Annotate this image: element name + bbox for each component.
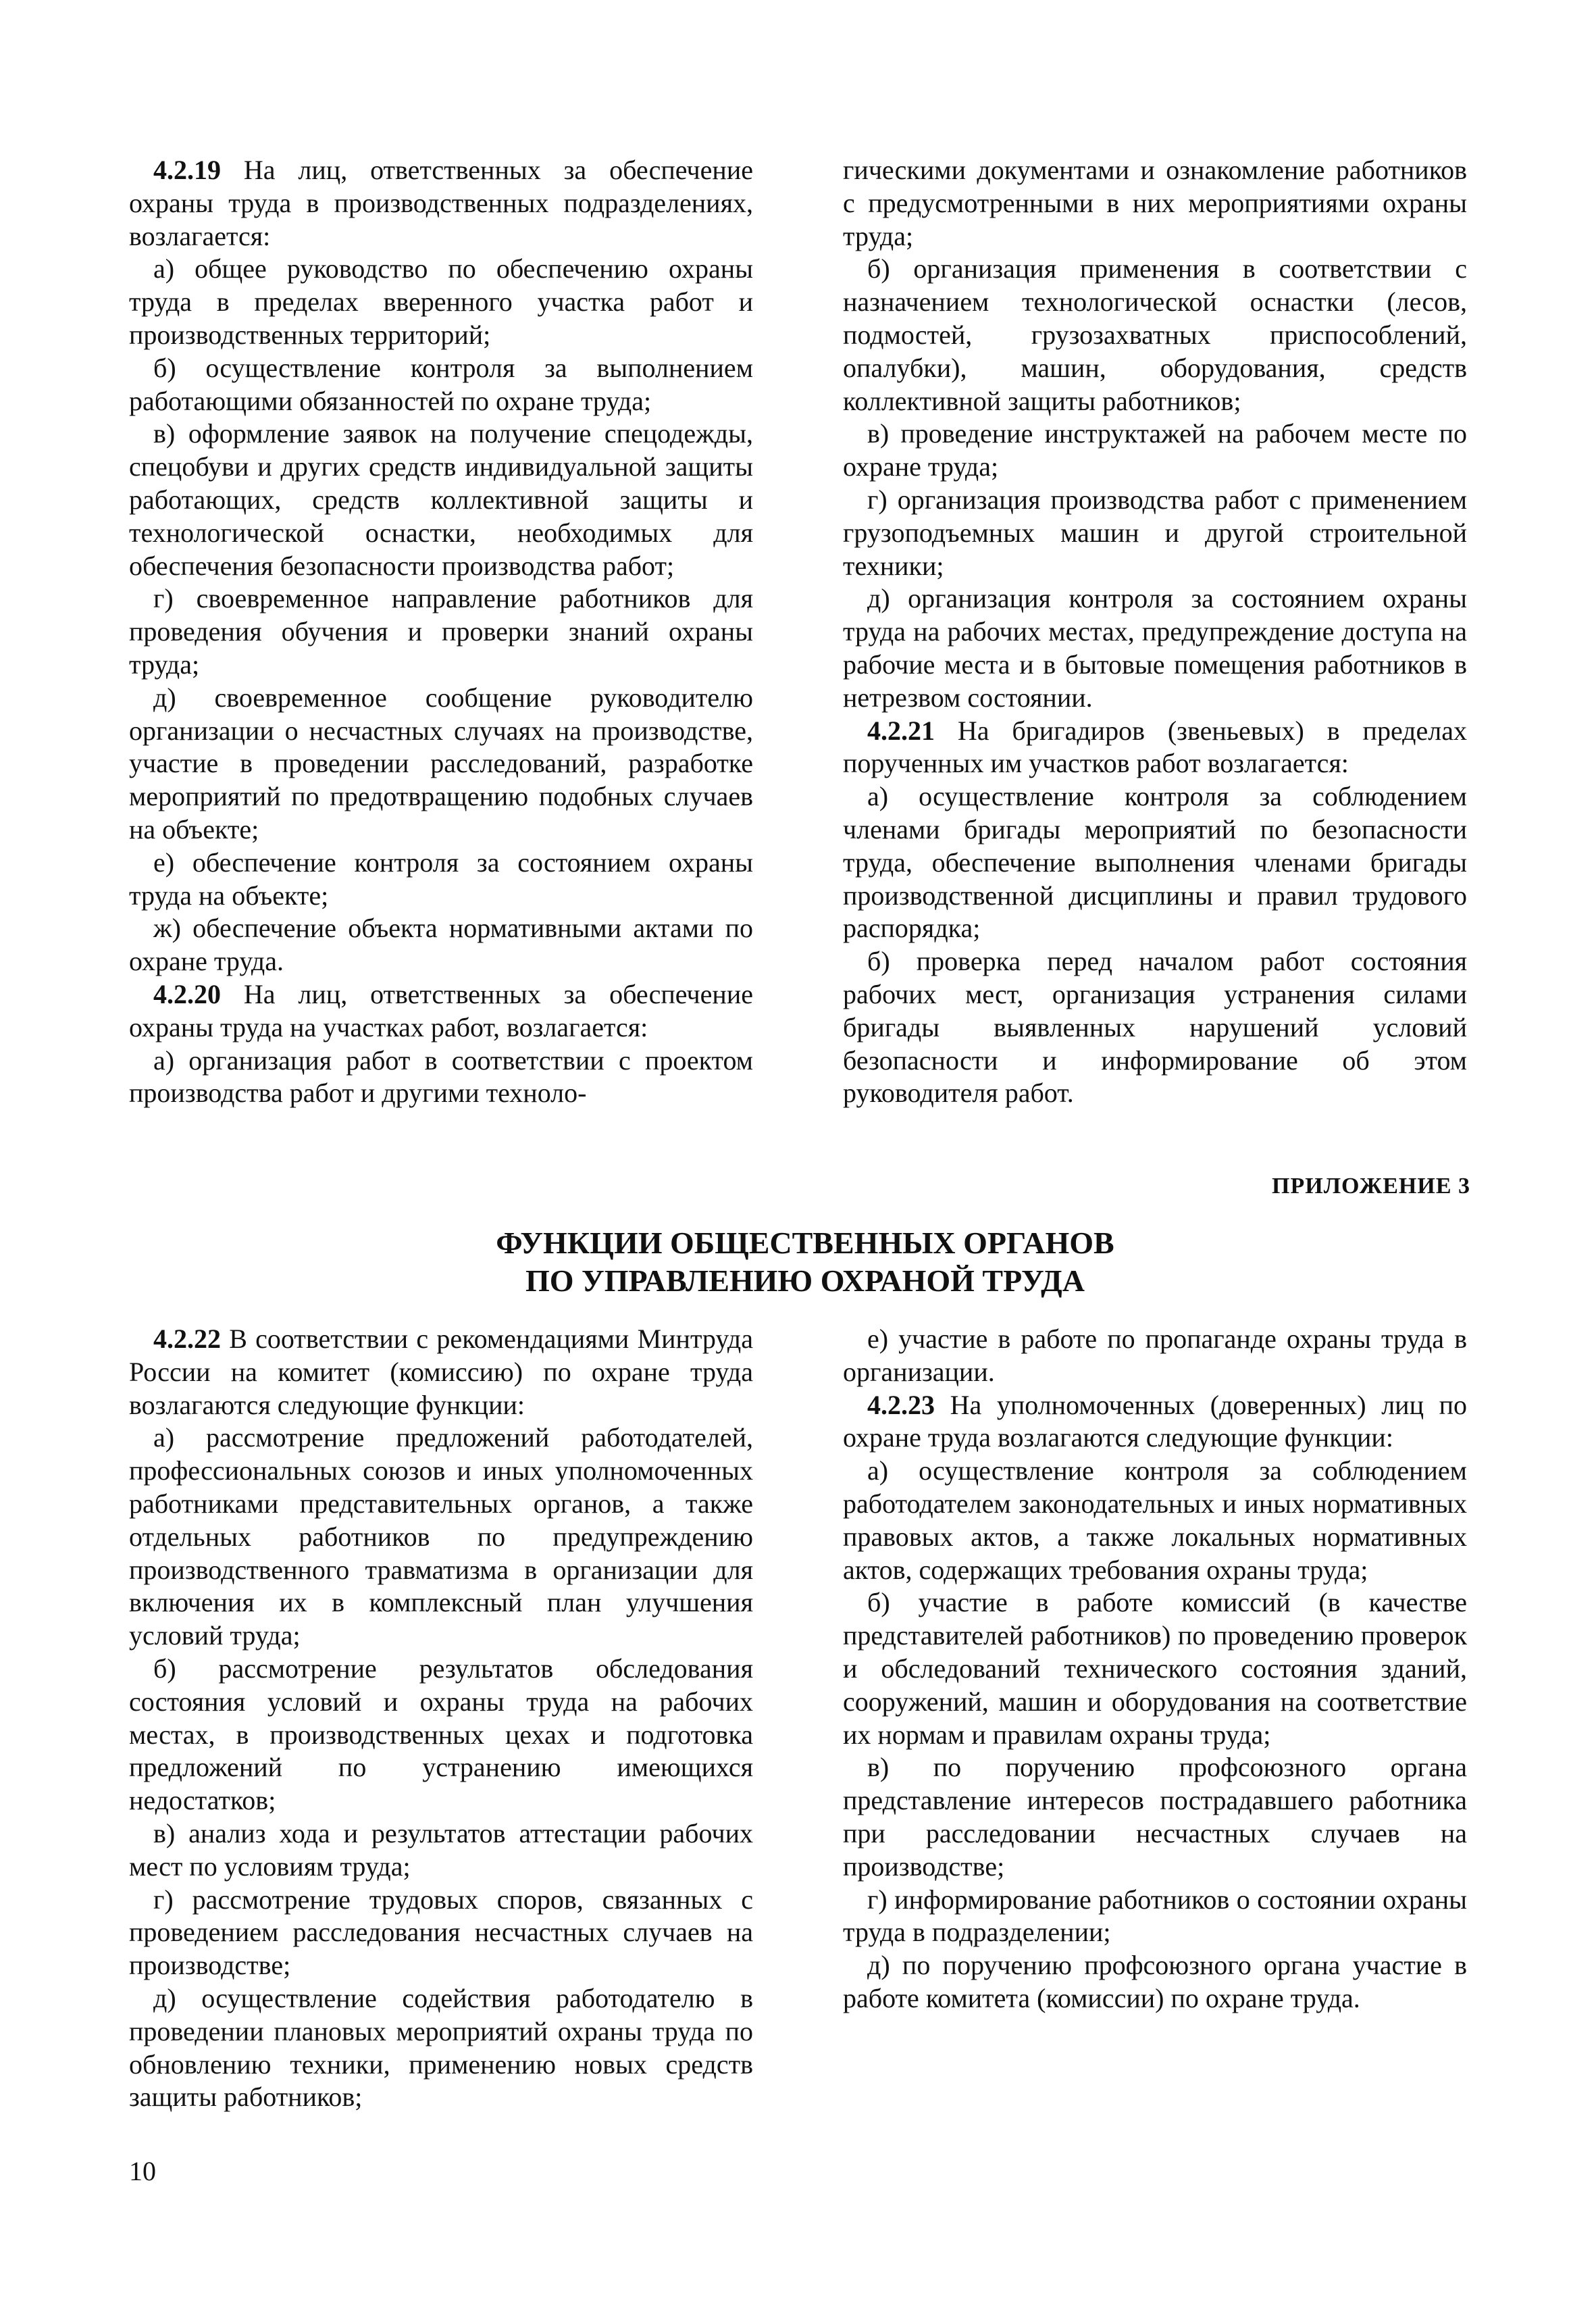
list-item <box>129 418 753 582</box>
list-item <box>129 1422 753 1653</box>
paragraph-text: д) по поручению профсоюзного органа участие в работе комитета (комиссии) по охране труда. <box>843 1950 1467 2013</box>
section-title-line-2: ПО УПРАВЛЕНИЮ ОХРАНОЙ ТРУДА <box>525 1263 1085 1298</box>
list-item <box>129 1982 753 2114</box>
paragraph-text: г) организация производства работ с применением грузоподъемных машин и другой строительной техники; <box>843 484 1467 581</box>
list-item <box>843 1949 1467 2015</box>
paragraph-text: б) осуществление контроля за выполнением работающими обязанностей по охране труда; <box>129 352 753 416</box>
paragraph-text: б) организация применения в соответствии с назначением технологической оснастки (лесов, подмостей, грузозахватных приспособлений, опалубки), машин, оборудования, средств коллективной защиты работников; <box>843 253 1467 416</box>
bottom-left-column <box>129 1323 753 2114</box>
list-item <box>129 352 753 418</box>
clause-number: 4.2.21 <box>867 715 935 746</box>
continued-paragraph: гическими документами и ознакомление работников с предусмотренными в них мероприятиями охраны труда; <box>843 155 1467 251</box>
paragraph-text: а) осуществление контроля за соблюдением работодателем законодательных и иных нормативных правовых актов, а также локальных нормативных актов, содержащих требования охраны труда; <box>843 1455 1467 1585</box>
numbered-paragraph <box>843 1389 1467 1455</box>
paragraph-text: а) общее руководство по обеспечению охраны труда в пределах вверенного участка работ и производственных территорий; <box>129 253 753 350</box>
paragraph-text: д) осуществление содействия работодателю в проведении плановых мероприятий охраны труда по обновлению техники, применению новых средств защиты работников; <box>129 1982 753 2113</box>
clause-number: 4.2.20 <box>153 978 221 1009</box>
numbered-paragraph <box>843 715 1467 781</box>
list-item <box>129 1817 753 1884</box>
paragraph-text: в) анализ хода и результатов аттестации рабочих мест по условиям труда; <box>129 1817 753 1882</box>
clause-number: 4.2.19 <box>153 155 221 185</box>
paragraph-text: в) оформление заявок на получение спецодежды, спецобуви и других средств индивидуальной защиты работающих, средств коллективной защиты и технологической оснастки, необходимых для обеспечения безопасности производства работ; <box>129 418 753 581</box>
paragraph-text: б) рассмотрение результатов обследования состояния условий и охраны труда на рабочих местах, в производственных цехах и подготовка предложений по устранению имеющихся недостатков; <box>129 1653 753 1816</box>
paragraph-text: ж) обеспечение объекта нормативными актами по охране труда. <box>129 913 753 977</box>
list-item <box>129 1884 753 1982</box>
list-item <box>129 847 753 913</box>
list-item <box>129 1045 753 1111</box>
paragraph-text: В соответствии с рекомендациями Минтруда России на комитет (комиссию) по охране труда возлагаются следующие функции: <box>129 1324 753 1420</box>
numbered-paragraph <box>129 978 753 1045</box>
paragraph-text: б) участие в работе комиссий (в качестве представителей работников) по проведению проверок и обследований технического состояния зданий, сооружений, машин и оборудования на соответствие их нормам и правилам охраны труда; <box>843 1587 1467 1750</box>
list-item <box>129 253 753 351</box>
list-item <box>843 1586 1467 1751</box>
paragraph-text: На лиц, ответственных за обеспечение охраны труда в производственных подразделениях, возлагается: <box>129 155 753 251</box>
list-item <box>129 1653 753 1817</box>
paragraph-text: На уполномоченных (доверенных) лиц по охране труда возлагаются следующие функции: <box>843 1389 1467 1453</box>
list-item <box>843 780 1467 945</box>
list-item <box>843 1751 1467 1883</box>
numbered-paragraph <box>129 1323 753 1422</box>
list-item <box>843 582 1467 714</box>
paragraph-text: г) своевременное направление работников для проведения обучения и проверки знаний охраны труда; <box>129 583 753 680</box>
paragraph-text: На бригадиров (звеньевых) в пределах порученных им участков работ возлагается: <box>843 715 1467 779</box>
paragraph-text: е) участие в работе по пропаганде охраны труда в организации. <box>843 1324 1467 1387</box>
numbered-paragraph <box>129 154 753 253</box>
paragraph-text: г) информирование работников о состоянии охраны труда в подразделении; <box>843 1884 1467 1948</box>
list-item <box>843 253 1467 418</box>
paragraph-text: г) рассмотрение трудовых споров, связанных с проведением расследования несчастных случаев на производстве; <box>129 1884 753 1981</box>
list-item <box>129 682 753 847</box>
list-item <box>129 912 753 978</box>
appendix-label: ПРИЛОЖЕНИЕ 3 <box>1272 1174 1470 1199</box>
page-number: 10 <box>129 2156 156 2186</box>
paragraph-text: а) рассмотрение предложений работодателей, профессиональных союзов и иных уполномоченных работниками представительных органов, а также отдельных работников по предупреждению производственного травматизма в организации для включения их в комплексный план улучшения условий труда; <box>129 1422 753 1651</box>
paragraph-text: д) своевременное сообщение руководителю организации о несчастных случаях на производстве, участие в проведении расследований, разработке мероприятий по предотвращению подобных случаев на объекте; <box>129 682 753 845</box>
section-title-line-1: ФУНКЦИИ ОБЩЕСТВЕННЫХ ОРГАНОВ <box>496 1226 1114 1260</box>
paragraph-text: в) по поручению профсоюзного органа представление интересов пострадавшего работника при расследовании несчастных случаев на производстве; <box>843 1752 1467 1882</box>
top-left-column <box>129 154 753 1110</box>
clause-number: 4.2.22 <box>153 1324 221 1354</box>
list-item <box>843 945 1467 1110</box>
paragraph-text: а) осуществление контроля за соблюдением членами бригады мероприятий по безопасности труда, обеспечение выполнения членами бригады производственной дисциплины и правил трудового распорядка; <box>843 781 1467 944</box>
list-item <box>843 1455 1467 1586</box>
paragraph-text: а) организация работ в соответствии с проектом производства работ и другими техноло- <box>129 1045 753 1109</box>
paragraph-text: б) проверка перед началом работ состояния рабочих мест, организация устранения силами бригады выявленных нарушений условий безопасности и информирование об этом руководителя работ. <box>843 946 1467 1109</box>
paragraph-text: д) организация контроля за состоянием охраны труда на рабочих местах, предупреждение доступа на рабочие места и в бытовые помещения работников в нетрезвом состоянии. <box>843 583 1467 713</box>
list-item <box>129 582 753 681</box>
list-item <box>843 1884 1467 1950</box>
top-right-column <box>843 154 1467 1110</box>
list-item <box>843 1323 1467 1389</box>
clause-number: 4.2.23 <box>867 1389 935 1420</box>
list-item <box>843 484 1467 582</box>
list-item <box>843 418 1467 484</box>
bottom-right-column <box>843 1323 1467 2015</box>
paragraph-text: На лиц, ответственных за обеспечение охраны труда на участках работ, возлагается: <box>129 978 753 1042</box>
paragraph-text: в) проведение инструктажей на рабочем месте по охране труда; <box>843 418 1467 482</box>
paragraph-text: е) обеспечение контроля за состоянием охраны труда на объекте; <box>129 847 753 911</box>
section-title <box>129 1224 1481 1300</box>
